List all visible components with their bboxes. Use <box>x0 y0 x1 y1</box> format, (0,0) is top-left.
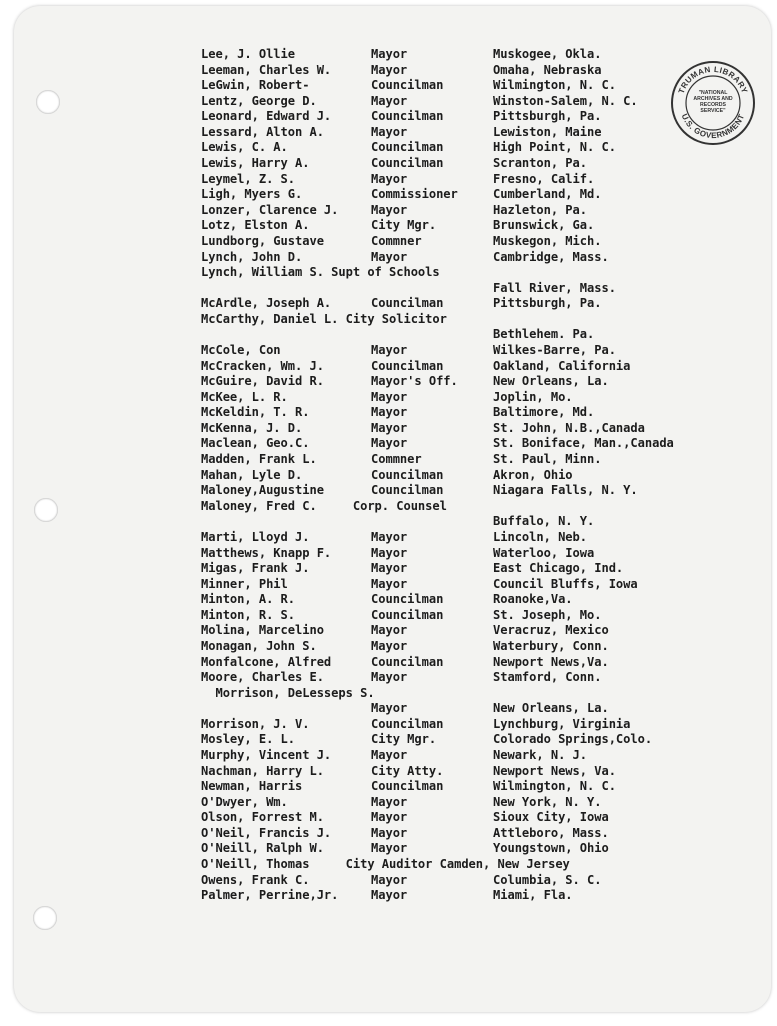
official-city: Lincoln, Neb. <box>493 529 588 544</box>
official-city: New Orleans, La. <box>493 701 609 716</box>
official-title: Mayor <box>371 124 408 139</box>
punch-hole <box>34 498 58 522</box>
official-title: City Mgr. <box>371 218 437 233</box>
official-title: Mayor <box>371 888 408 903</box>
official-city: St. Boniface, Man.,Canada <box>493 436 674 451</box>
official-city: Sioux City, Iowa <box>493 810 609 825</box>
official-name: McCole, Con <box>201 342 281 357</box>
official-title: Councilman <box>371 779 444 794</box>
official-name: Mosley, E. L. <box>201 732 296 747</box>
official-title: Mayor <box>371 342 408 357</box>
official-title: Mayor <box>371 420 408 435</box>
official-city: Baltimore, Md. <box>493 405 595 420</box>
official-title: Mayor <box>371 545 408 560</box>
official-name: Leonard, Edward J. <box>201 109 332 124</box>
official-name: Monagan, John S. <box>201 638 317 653</box>
official-name: Nachman, Harry L. <box>201 763 324 778</box>
official-name: O'Neill, Ralph W. <box>201 841 324 856</box>
official-title: Mayor <box>371 62 408 77</box>
official-title: Mayor's Off. <box>371 374 458 389</box>
official-name: Morrison, J. V. <box>201 716 310 731</box>
official-title: Commner <box>371 452 422 467</box>
official-city: High Point, N. C. <box>493 140 616 155</box>
entry-text: Morrison, DeLesseps S. <box>201 685 375 700</box>
official-name: Minton, A. R. <box>201 592 296 607</box>
official-title: Mayor <box>371 810 408 825</box>
archive-stamp-icon <box>670 60 756 146</box>
official-name: Molina, Marcelino <box>201 623 324 638</box>
official-title: Councilman <box>371 483 444 498</box>
official-title: City Atty. <box>371 763 444 778</box>
official-city: Youngstown, Ohio <box>493 841 609 856</box>
official-name: Leeman, Charles W. <box>201 62 332 77</box>
stamp-center-text: "NATIONAL ARCHIVES AND RECORDS SERVICE" <box>693 90 733 114</box>
official-city: Scranton, Pa. <box>493 156 588 171</box>
official-city: Waterbury, Conn. <box>493 638 609 653</box>
official-city: St. John, N.B.,Canada <box>493 420 645 435</box>
official-name: Owens, Frank C. <box>201 872 310 887</box>
official-title: Mayor <box>371 841 408 856</box>
official-city: Cumberland, Md. <box>493 187 602 202</box>
official-name: McGuire, David R. <box>201 374 324 389</box>
official-city: Waterloo, Iowa <box>493 545 595 560</box>
official-city: Newport News,Va. <box>493 654 609 669</box>
official-title: Mayor <box>371 748 408 763</box>
official-name: Marti, Lloyd J. <box>201 529 310 544</box>
official-city: Veracruz, Mexico <box>493 623 609 638</box>
official-city: Cambridge, Mass. <box>493 249 609 264</box>
official-name: Leymel, Z. S. <box>201 171 296 186</box>
official-city: Bethlehem. Pa. <box>493 327 595 342</box>
official-title: Mayor <box>371 405 408 420</box>
official-city: Brunswick, Ga. <box>493 218 595 233</box>
punch-hole <box>36 90 60 114</box>
official-city: Fresno, Calif. <box>493 171 595 186</box>
official-title: Mayor <box>371 872 408 887</box>
entry-text: Maloney, Fred C. Corp. Counsel <box>201 498 447 513</box>
official-name: Lewis, C. A. <box>201 140 288 155</box>
official-title: Councilman <box>371 716 444 731</box>
official-name: Lonzer, Clarence J. <box>201 202 339 217</box>
official-city: Buffalo, N. Y. <box>493 514 595 529</box>
official-city: Attleboro, Mass. <box>493 825 609 840</box>
official-name: Minton, R. S. <box>201 607 296 622</box>
official-city: Omaha, Nebraska <box>493 62 602 77</box>
official-title: Councilman <box>371 467 444 482</box>
official-name: Lundborg, Gustave <box>201 233 324 248</box>
official-name: McKeldin, T. R. <box>201 405 310 420</box>
official-name: Lee, J. Ollie <box>201 47 296 61</box>
official-title: Commner <box>371 233 422 248</box>
official-title: Mayor <box>371 47 408 61</box>
entry-text: McCarthy, Daniel L. City Solicitor <box>201 311 447 326</box>
official-name: Lessard, Alton A. <box>201 124 324 139</box>
official-name: Lotz, Elston A. <box>201 218 310 233</box>
official-title: Commissioner <box>371 187 458 202</box>
official-city: Wilmington, N. C. <box>493 779 616 794</box>
official-city: Newark, N. J. <box>493 748 588 763</box>
official-name: Murphy, Vincent J. <box>201 748 332 763</box>
official-city: Wilkes-Barre, Pa. <box>493 342 616 357</box>
official-name: Minner, Phil <box>201 576 288 591</box>
official-city: Akron, Ohio <box>493 467 573 482</box>
official-title: Mayor <box>371 436 408 451</box>
official-title: Councilman <box>371 607 444 622</box>
entry-text: O'Neill, Thomas City Auditor Camden, New Jersey <box>201 857 570 872</box>
official-city: East Chicago, Ind. <box>493 561 624 576</box>
official-name: O'Dwyer, Wm. <box>201 794 288 809</box>
official-city: Winston-Salem, N. C. <box>493 93 638 108</box>
official-city: Fall River, Mass. <box>493 280 616 295</box>
official-name: Lynch, John D. <box>201 249 303 264</box>
official-city: New York, N. Y. <box>493 794 602 809</box>
official-city: Newport News, Va. <box>493 763 616 778</box>
official-city: St. Paul, Minn. <box>493 452 602 467</box>
official-title: Mayor <box>371 670 408 685</box>
official-city: Lynchburg, Virginia <box>493 716 631 731</box>
official-name: Moore, Charles E. <box>201 670 324 685</box>
official-name: McArdle, Joseph A. <box>201 296 332 311</box>
official-name: Lewis, Harry A. <box>201 156 310 171</box>
official-title: Councilman <box>371 156 444 171</box>
official-name: McKee, L. R. <box>201 389 288 404</box>
official-city: Pittsburgh, Pa. <box>493 296 602 311</box>
official-city: Muskogee, Okla. <box>493 47 602 61</box>
official-city: Stamford, Conn. <box>493 670 602 685</box>
official-title: Mayor <box>371 576 408 591</box>
official-title: Mayor <box>371 529 408 544</box>
official-name: O'Neil, Francis J. <box>201 825 332 840</box>
official-city: Niagara Falls, N. Y. <box>493 483 638 498</box>
official-name: Olson, Forrest M. <box>201 810 324 825</box>
official-title: Mayor <box>371 825 408 840</box>
official-title: Councilman <box>371 654 444 669</box>
official-name: Palmer, Perrine,Jr. <box>201 888 339 903</box>
official-title: Mayor <box>371 561 408 576</box>
official-title: Mayor <box>371 794 408 809</box>
official-city: Joplin, Mo. <box>493 389 573 404</box>
official-city: Muskegon, Mich. <box>493 233 602 248</box>
entry-text: Lynch, William S. Supt of Schools <box>201 265 440 280</box>
official-title: Mayor <box>371 93 408 108</box>
official-name: McKenna, J. D. <box>201 420 303 435</box>
official-city: Wilmington, N. C. <box>493 78 616 93</box>
official-title: City Mgr. <box>371 732 437 747</box>
official-title: Councilman <box>371 592 444 607</box>
official-title: Councilman <box>371 296 444 311</box>
official-city: New Orleans, La. <box>493 374 609 389</box>
official-name: Maclean, Geo.C. <box>201 436 310 451</box>
official-title: Councilman <box>371 109 444 124</box>
official-title: Councilman <box>371 358 444 373</box>
official-name: Monfalcone, Alfred <box>201 654 332 669</box>
official-name: Lentz, George D. <box>201 93 317 108</box>
official-city: Lewiston, Maine <box>493 124 602 139</box>
stamp-top-text: TRUMAN LIBRARY <box>676 64 750 95</box>
official-name: Ligh, Myers G. <box>201 187 303 202</box>
official-name: Migas, Frank J. <box>201 561 310 576</box>
official-city: Columbia, S. C. <box>493 872 602 887</box>
stamp-bottom-text: U.S. GOVERNMENT <box>679 112 747 141</box>
official-city: Hazleton, Pa. <box>493 202 588 217</box>
official-name: LeGwin, Robert- <box>201 78 310 93</box>
official-title: Mayor <box>371 623 408 638</box>
official-title: Mayor <box>371 638 408 653</box>
official-city: Council Bluffs, Iowa <box>493 576 638 591</box>
official-name: McCracken, Wm. J. <box>201 358 324 373</box>
official-city: Pittsburgh, Pa. <box>493 109 602 124</box>
official-name: Matthews, Knapp F. <box>201 545 332 560</box>
official-name: Maloney,Augustine <box>201 483 324 498</box>
official-city: Roanoke,Va. <box>493 592 573 607</box>
official-name: Mahan, Lyle D. <box>201 467 303 482</box>
official-city: Colorado Springs,Colo. <box>493 732 653 747</box>
official-title: Mayor <box>371 171 408 186</box>
official-city: Miami, Fla. <box>493 888 573 903</box>
official-city: St. Joseph, Mo. <box>493 607 602 622</box>
official-title: Mayor <box>371 701 408 716</box>
official-title: Councilman <box>371 78 444 93</box>
official-title: Councilman <box>371 140 444 155</box>
punch-hole <box>33 906 57 930</box>
official-city: Oakland, California <box>493 358 631 373</box>
official-name: Newman, Harris <box>201 779 303 794</box>
official-title: Mayor <box>371 202 408 217</box>
official-name: Madden, Frank L. <box>201 452 317 467</box>
official-title: Mayor <box>371 249 408 264</box>
official-title: Mayor <box>371 389 408 404</box>
